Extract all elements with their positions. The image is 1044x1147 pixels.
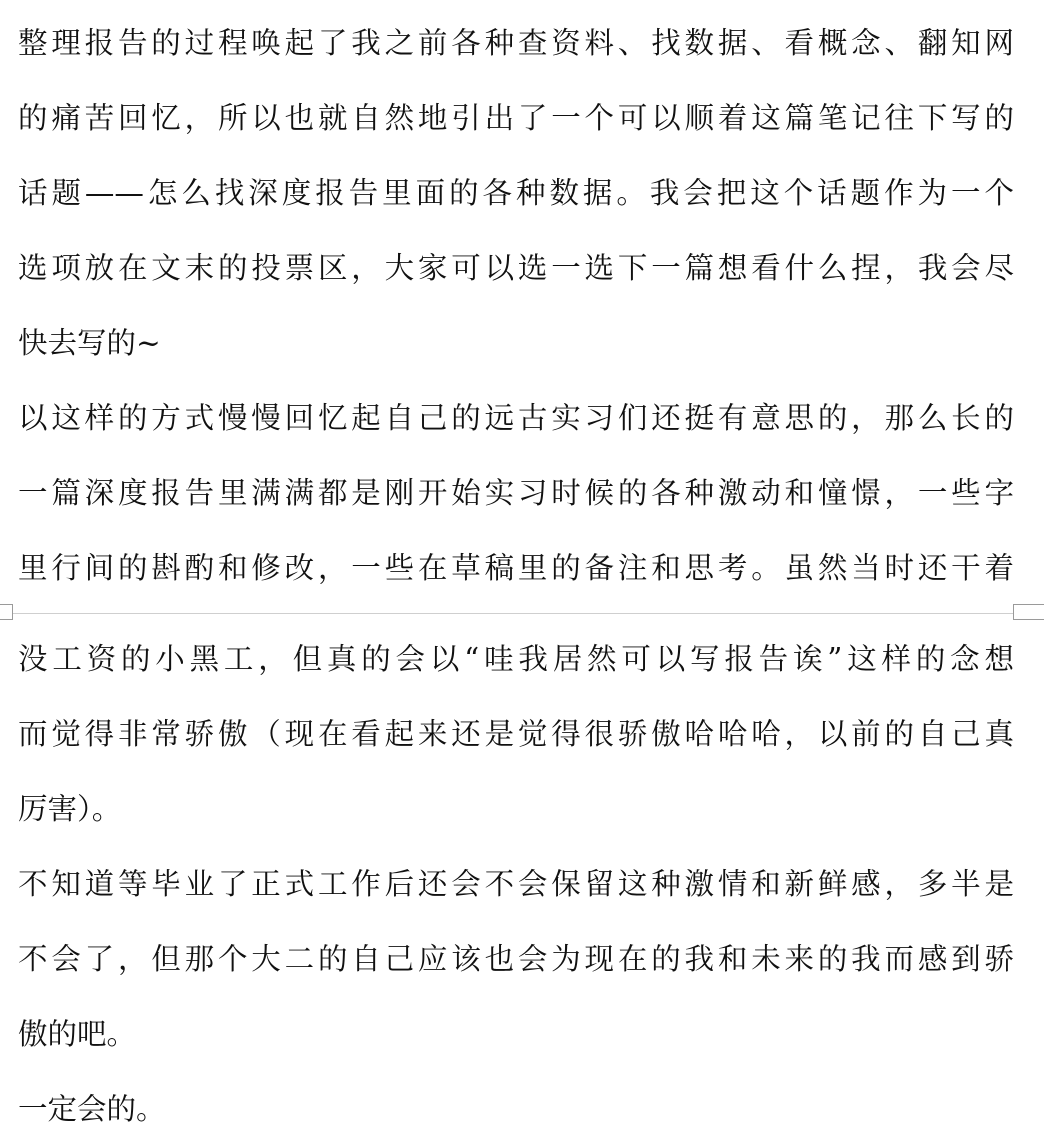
text-line: 没工资的小黑工，但真的会以“哇我居然可以写报告诶”这样的念想 [18,642,1014,676]
text-line: 傲的吧。 [18,1017,137,1051]
text-line: 一篇深度报告里满满都是刚开始实习时候的各种激动和憧憬，一些字 [18,476,1014,510]
text-line: 而觉得非常骄傲（现在看起来还是觉得很骄傲哈哈哈，以前的自己真 [18,717,1014,751]
page-one-text [18,6,1014,606]
text-line: 一定会的。 [18,1092,166,1126]
text-line: 里行间的斟酌和修改，一些在草稿里的备注和思考。虽然当时还干着 [18,551,1014,585]
text-line: 不知道等毕业了正式工作后还会不会保留这种激情和新鲜感，多半是 [18,867,1014,901]
page-break-divider [0,613,1044,614]
page-corner-mark-right [1013,604,1044,620]
text-line: 选项放在文末的投票区，大家可以选一选下一篇想看什么捏，我会尽 [18,251,1014,285]
text-line: 整理报告的过程唤起了我之前各种查资料、找数据、看概念、翻知网 [18,26,1014,60]
page-two-text [18,622,1014,1147]
text-line: 不会了，但那个大二的自己应该也会为现在的我和未来的我而感到骄 [18,942,1014,976]
text-line: 话题——怎么找深度报告里面的各种数据。我会把这个话题作为一个 [18,176,1014,210]
text-line: 以这样的方式慢慢回忆起自己的远古实习们还挺有意思的，那么长的 [18,401,1014,435]
text-line: 快去写的~ [18,326,161,360]
text-line: 厉害）。 [18,792,122,826]
page-corner-mark-left [0,604,13,620]
text-line: 的痛苦回忆，所以也就自然地引出了一个可以顺着这篇笔记往下写的 [18,101,1014,135]
